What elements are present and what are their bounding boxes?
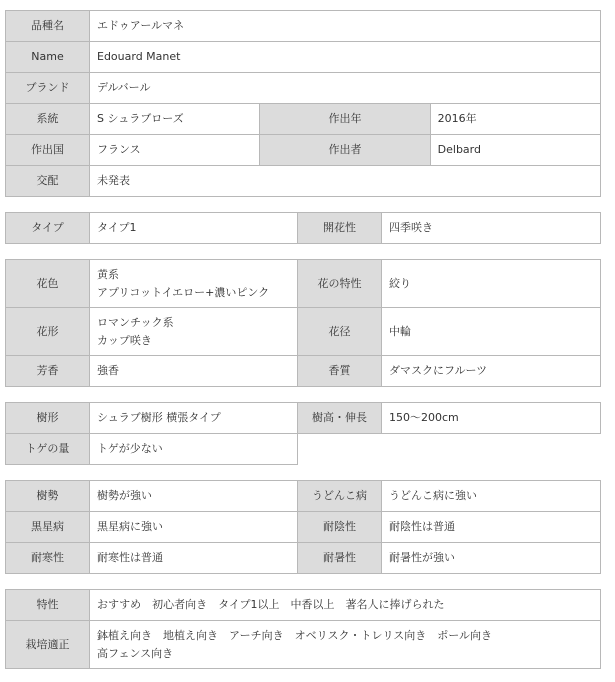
name-value: Edouard Manet	[90, 42, 601, 73]
height-label: 樹高・伸長	[298, 403, 382, 434]
scent-value: 強香	[90, 356, 298, 387]
country-value: フランス	[90, 135, 260, 166]
breeder-label: 作出者	[260, 135, 430, 166]
resistance-table	[5, 480, 601, 574]
flower-shape-label: 花形	[6, 308, 90, 356]
lineage-value: S シュラブローズ	[90, 104, 260, 135]
use-line-1: 鉢植え向き 地植え向き アーチ向き オベリスク・トレリス向き ポール向き	[97, 628, 493, 642]
bloom-label: 開花性	[298, 213, 382, 244]
breeder-value: Delbard	[430, 135, 600, 166]
flower-trait-value: 絞り	[382, 260, 601, 308]
vigor-label: 樹勢	[6, 481, 90, 512]
flower-color-line-2: アプリコットイエロー+濃いピンク	[97, 285, 270, 299]
use-label: 栽培適正	[6, 621, 90, 669]
lineage-label: 系統	[6, 104, 90, 135]
variety-label: 品種名	[6, 11, 90, 42]
variety-value: エドゥアールマネ	[90, 11, 601, 42]
thorns-value: トゲが少ない	[90, 434, 298, 465]
brand-label: ブランド	[6, 73, 90, 104]
use-value	[90, 621, 601, 669]
name-label: Name	[6, 42, 90, 73]
mildew-value: うどんこ病に強い	[382, 481, 601, 512]
shade-value: 耐陰性は普通	[382, 512, 601, 543]
flower-shape-line-2: カップ咲き	[97, 333, 152, 347]
flower-shape-line-1: ロマンチック系	[97, 315, 174, 329]
vigor-value: 樹勢が強い	[90, 481, 298, 512]
tree-shape-label: 樹形	[6, 403, 90, 434]
features-label: 特性	[6, 590, 90, 621]
thorns-label: トゲの量	[6, 434, 90, 465]
form-table	[5, 402, 601, 465]
type-label: タイプ	[6, 213, 90, 244]
empty-cell	[298, 434, 382, 465]
year-value: 2016年	[430, 104, 600, 135]
year-label: 作出年	[260, 104, 430, 135]
blackspot-label: 黒星病	[6, 512, 90, 543]
flower-shape-value	[90, 308, 298, 356]
scent-type-label: 香質	[298, 356, 382, 387]
flower-color-line-1: 黄系	[97, 267, 119, 281]
blackspot-value: 黒星病に強い	[90, 512, 298, 543]
cross-label: 交配	[6, 166, 90, 197]
tree-shape-value: シュラブ樹形 横張タイプ	[90, 403, 298, 434]
height-value: 150〜200cm	[382, 403, 601, 434]
heat-label: 耐暑性	[298, 543, 382, 574]
empty-cell	[382, 434, 601, 465]
heat-value: 耐暑性が強い	[382, 543, 601, 574]
bloom-value: 四季咲き	[382, 213, 601, 244]
flower-color-label: 花色	[6, 260, 90, 308]
cross-value: 未発表	[90, 166, 601, 197]
flower-table	[5, 259, 601, 387]
flower-color-value	[90, 260, 298, 308]
features-table	[5, 589, 601, 669]
cold-label: 耐寒性	[6, 543, 90, 574]
use-line-2: 高フェンス向き	[97, 646, 174, 660]
type-value: タイプ1	[90, 213, 298, 244]
flower-trait-label: 花の特性	[298, 260, 382, 308]
shade-label: 耐陰性	[298, 512, 382, 543]
flower-size-label: 花径	[298, 308, 382, 356]
scent-label: 芳香	[6, 356, 90, 387]
scent-type-value: ダマスクにフルーツ	[382, 356, 601, 387]
cold-value: 耐寒性は普通	[90, 543, 298, 574]
brand-value: デルバール	[90, 73, 601, 104]
type-table	[5, 212, 601, 244]
flower-size-value: 中輪	[382, 308, 601, 356]
basic-info-table	[5, 10, 601, 197]
features-value: おすすめ 初心者向き タイプ1以上 中香以上 著名人に捧げられた	[90, 590, 601, 621]
mildew-label: うどんこ病	[298, 481, 382, 512]
country-label: 作出国	[6, 135, 90, 166]
